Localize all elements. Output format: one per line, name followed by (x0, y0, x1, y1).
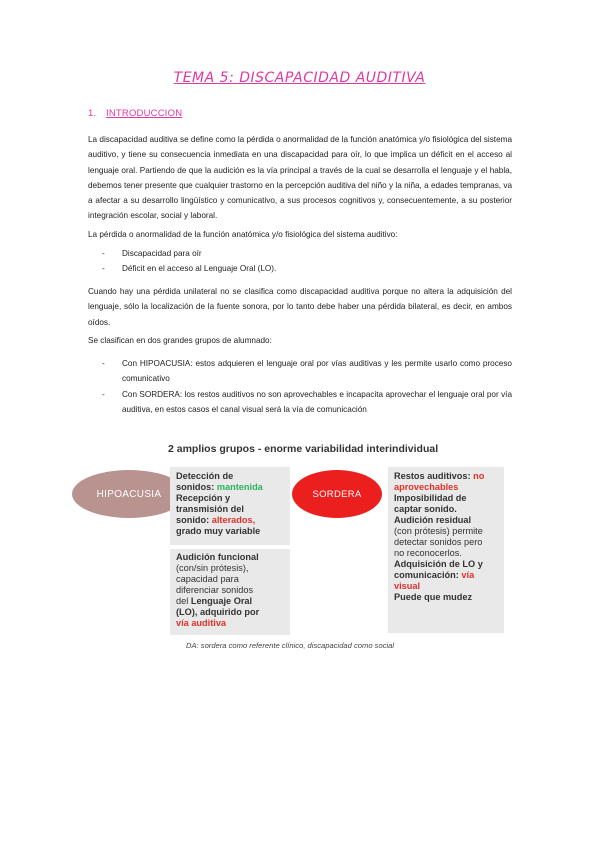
hipoacusia-text-a: Detección de sonidos: mantenida Recepción y transmisión del sonido: alterados, grado muy variable (176, 471, 263, 536)
hipoacusia-oval: HIPOACUSIA (72, 470, 186, 518)
figure-caption: DA: sordera como referente clínico, discapacidad como social (186, 641, 395, 650)
list-item: - Déficit en el acceso al Lenguaje Oral (LO). (88, 261, 512, 276)
sordera-text: Restos auditivos: no aprovechables Imposibilidad de captar sonido. Audición residual (con prótesis) permite detectar sonidos pero no reconocerlos. Adquisición de LO y comunicación: vía visual Puede que mudez (394, 471, 485, 602)
hipoacusia-text-b: Audición funcional (con/sin prótesis), capacidad para diferenciar sonidos del Lenguaje Oral (LO), adquirido por vía auditiva (176, 552, 260, 628)
section-label: INTRODUCCION (106, 108, 183, 119)
paragraph-unilateral: Cuando hay una pérdida unilateral no se clasifica como discapacidad auditiva porque no altera la adquisición del lenguaje, sólo la localización de la fuente sonora, por lo tanto debe haber una pérdida bilateral, es decir, en ambos oídos. (88, 287, 512, 327)
section-heading (88, 108, 182, 119)
section-number: 1. (88, 108, 97, 119)
figure-heading: 2 amplios grupos - enorme variabilidad interindividual (168, 443, 439, 455)
dash-bullet: - (102, 359, 105, 368)
paragraph-grupos: Se clasifican en dos grandes grupos de alumnado: (88, 336, 272, 345)
dash-bullet: - (102, 264, 105, 274)
dash-bullet: - (102, 389, 105, 399)
list-item: - Con SORDERA: los restos auditivos no son aprovechables e incapacita aprovechar el lenguaje oral por vía auditiva, en estos casos el canal visual será la vía de comunicación (88, 387, 512, 418)
paragraph-perdida: La pérdida o anormalidad de la función anatómica y/o fisiológica del sistema auditivo: (88, 230, 398, 239)
list-consecuencias (88, 246, 512, 277)
sordera-oval: SORDERA (292, 470, 382, 518)
list-item: - Discapacidad para oír (88, 246, 512, 261)
list-grupos (88, 356, 512, 417)
paragraph-definition: La discapacidad auditiva se define como la pérdida o anormalidad de la función anatómica y/o fisiológica del sistema auditivo, y tiene su consecuencia inmediata en una discapacidad para oír, lo que implica un déficit en el acceso al lenguaje oral. Partiendo de que la audición es la vía principal a través de la cual se desarrolla el lenguaje y el habla, debemos tener presente que cualquier trastorno en la percepción auditiva del niño y la niña, a edades tempranas, va a afectar a su desarrollo lingüístico y comunicativo, a sus procesos cognitivos y, consecuentemente, a su posterior integración escolar, social y laboral. (88, 135, 512, 221)
document-title: TEMA 5: DISCAPACIDAD AUDITIVA (173, 70, 426, 86)
list-item: - Con HIPOACUSIA: estos adquieren el lenguaje oral por vías auditivas y les permite usarlo como proceso comunicativo (88, 356, 512, 387)
dash-bullet: - (102, 249, 105, 258)
